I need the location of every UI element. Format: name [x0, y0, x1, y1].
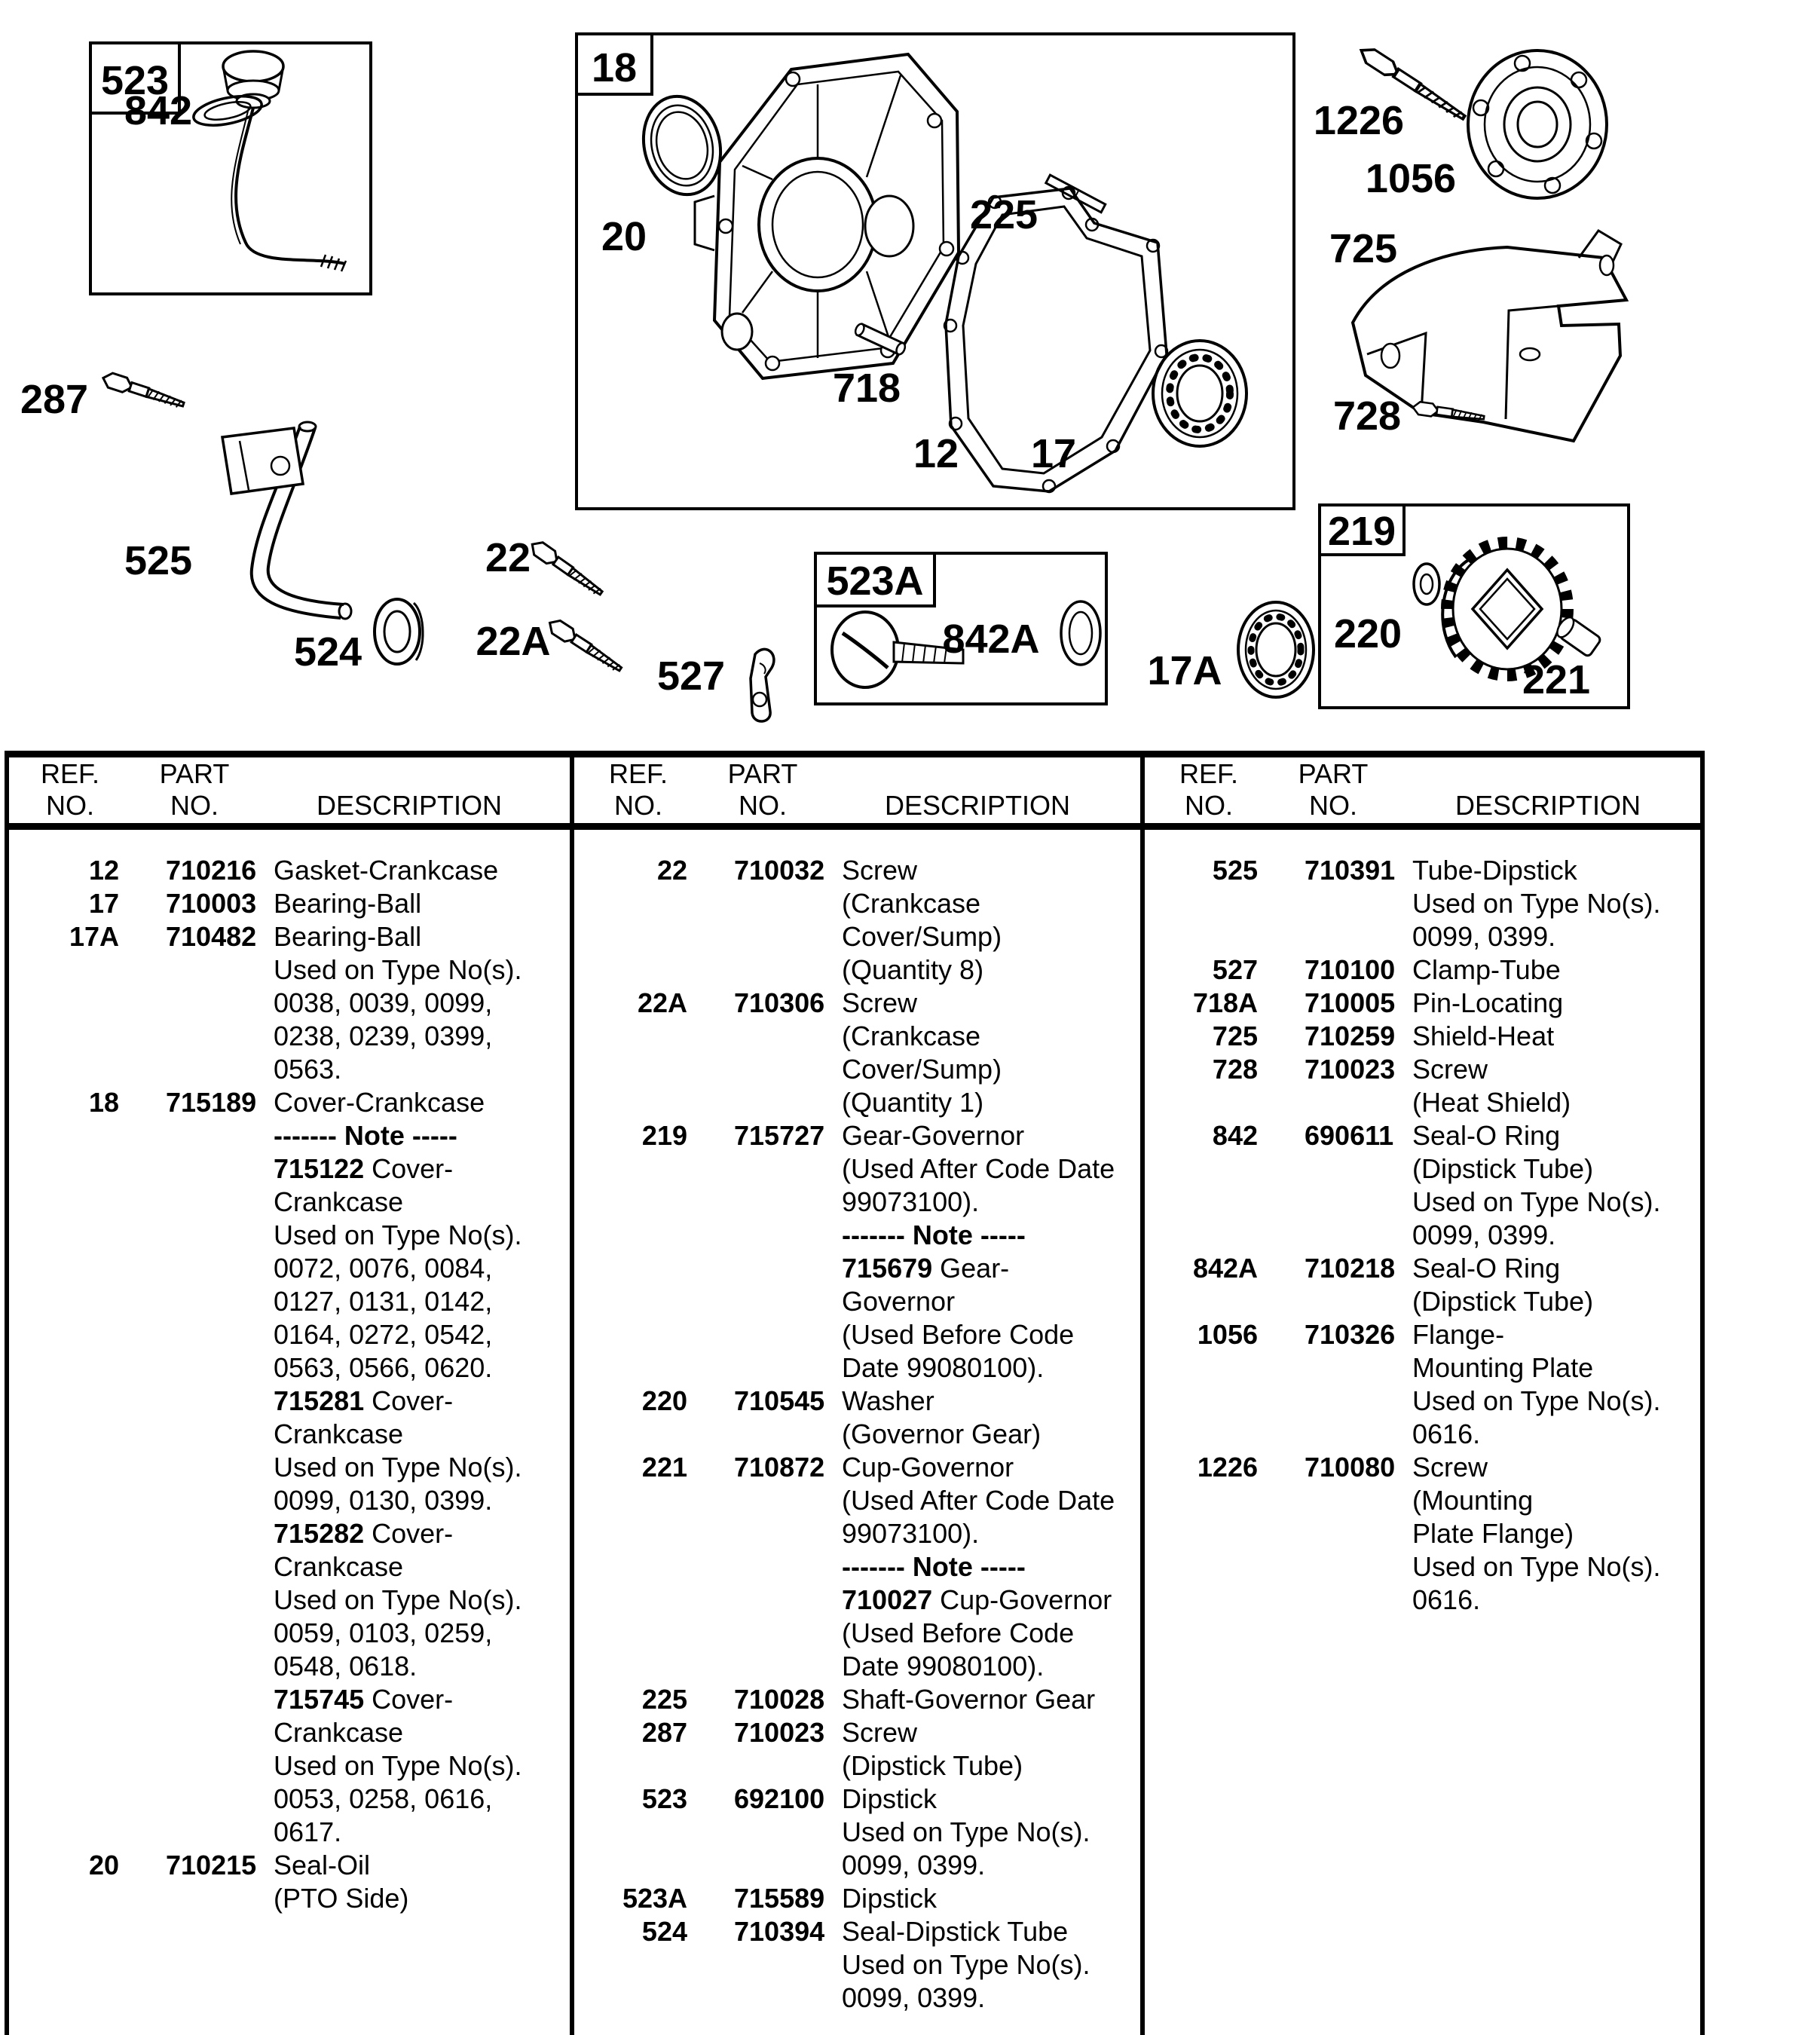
table-row	[1145, 1053, 1702, 1119]
ref-no-cell: 220	[641, 1385, 687, 1416]
description-line: 0563.	[274, 1054, 342, 1085]
description-line: (Quantity 8)	[842, 954, 984, 985]
description-line: Date 99080100).	[842, 1352, 1045, 1383]
description-line: Shaft-Governor Gear	[842, 1684, 1096, 1715]
part-no-cell: 710003	[166, 888, 257, 919]
description-line: 99073100).	[842, 1186, 980, 1217]
ref-no-cell: 225	[641, 1684, 687, 1715]
description-line: 0164, 0272, 0542,	[274, 1319, 493, 1350]
parts-table-column-1	[6, 854, 570, 1915]
description-line: Screw	[842, 1717, 918, 1748]
table-row	[574, 1716, 1142, 1783]
part-no-cell: 710028	[734, 1684, 825, 1715]
description-line: Crankcase	[274, 1717, 404, 1748]
diagram-label-718: 718	[832, 366, 901, 411]
ref-no-cell: 219	[641, 1120, 687, 1151]
description-line: Screw	[1412, 1054, 1488, 1085]
description-line: 0053, 0258, 0616,	[274, 1783, 493, 1814]
description-line: Used on Type No(s).	[1412, 888, 1661, 919]
description-line: (Heat Shield)	[1412, 1087, 1571, 1118]
diagram-label-525: 525	[124, 538, 193, 583]
ref-no-cell: 728	[1212, 1054, 1258, 1085]
description-line: 710027 Cup-Governor	[842, 1584, 1112, 1615]
dipstick-cap-icon	[223, 51, 283, 108]
description-line: Dipstick	[842, 1783, 938, 1814]
ref-no-cell: 523	[641, 1783, 687, 1814]
ref-no-cell: 17A	[69, 921, 119, 952]
description-line: (Dipstick Tube)	[1412, 1286, 1594, 1317]
ref-no-cell: 12	[88, 855, 119, 886]
description-line: Screw	[1412, 1452, 1488, 1483]
description-line: Crankcase	[274, 1186, 404, 1217]
diagram-label-221: 221	[1522, 657, 1591, 702]
part-no-cell: 715589	[734, 1883, 825, 1914]
table-row	[574, 1385, 1142, 1451]
description-line: Shield-Heat	[1412, 1021, 1555, 1051]
part-header: PART	[727, 758, 798, 789]
diagram-label-17: 17	[1030, 431, 1077, 476]
description-line: Plate Flange)	[1412, 1518, 1574, 1549]
diagram-label-524: 524	[293, 629, 362, 675]
part-no-cell: 710100	[1305, 954, 1396, 985]
table-row	[574, 1119, 1142, 1385]
diagram-label-728: 728	[1332, 393, 1402, 439]
table-row	[1145, 1020, 1702, 1053]
description-header: DESCRIPTION	[884, 790, 1071, 821]
description-line: (Used After Code Date	[842, 1485, 1115, 1516]
part-no-cell: 710306	[734, 987, 825, 1018]
ref-no-cell: 1226	[1197, 1452, 1258, 1483]
table-row	[574, 854, 1142, 987]
ref-no-cell: 718A	[1192, 987, 1258, 1018]
description-line: 0072, 0076, 0084,	[274, 1253, 493, 1284]
description-cell	[1412, 1451, 1702, 1617]
part-no-cell: 710482	[166, 921, 257, 952]
description-line: Used on Type No(s).	[1412, 1385, 1661, 1416]
table-row	[1145, 953, 1702, 987]
description-line: 0548, 0618.	[274, 1651, 418, 1682]
ref-no-cell: 22A	[637, 987, 687, 1018]
description-line: (Used After Code Date	[842, 1153, 1115, 1184]
description-line: 99073100).	[842, 1518, 980, 1549]
part-no-cell: 710032	[734, 855, 825, 886]
diagram-label-20: 20	[601, 214, 647, 259]
description-line: 715122 Cover-	[274, 1153, 454, 1184]
part-no-cell: 710259	[1305, 1021, 1396, 1051]
ref-no-cell: 842	[1212, 1120, 1258, 1151]
table-row	[6, 887, 570, 920]
part-no-cell: 710216	[166, 855, 257, 886]
description-line: (Used Before Code	[842, 1617, 1075, 1648]
ref-no-cell: 17	[88, 888, 119, 919]
diagram-label-523A: 523A	[826, 558, 924, 604]
description-cell	[1412, 1318, 1702, 1451]
description-line: Mounting Plate	[1412, 1352, 1594, 1383]
description-cell	[1412, 1020, 1702, 1053]
screw-22A-icon	[546, 617, 625, 675]
description-line: 0127, 0131, 0142,	[274, 1286, 493, 1317]
part-no-cell: 692100	[734, 1783, 825, 1814]
description-line: Cup-Governor	[842, 1452, 1014, 1483]
description-line: 0038, 0039, 0099,	[274, 987, 493, 1018]
description-line: Cover/Sump)	[842, 921, 1002, 952]
description-line: Seal-O Ring	[1412, 1253, 1561, 1284]
exploded-parts-diagram	[0, 0, 1820, 754]
ref-header: REF.	[608, 758, 668, 789]
diagram-label-220: 220	[1333, 611, 1402, 656]
ref-header: NO.	[1184, 790, 1233, 821]
description-cell	[842, 1915, 1142, 2015]
table-row	[6, 854, 570, 887]
description-line: 0617.	[274, 1816, 342, 1847]
description-line: Dipstick	[842, 1883, 938, 1914]
ref-no-cell: 525	[1212, 855, 1258, 886]
part-no-cell: 710023	[1305, 1054, 1396, 1085]
oil-seal-20-icon	[634, 88, 731, 203]
parts-table-column-3	[1145, 854, 1702, 1617]
description-cell	[842, 1385, 1142, 1451]
description-cell	[842, 1683, 1142, 1716]
ref-no-cell: 18	[88, 1087, 119, 1118]
diagram-label-18: 18	[591, 45, 638, 90]
description-line: 0099, 0399.	[1412, 921, 1556, 952]
governor-washer-icon	[1414, 564, 1439, 604]
description-cell	[1412, 987, 1702, 1020]
description-line: (Crankcase	[842, 888, 981, 919]
ref-no-cell: 527	[1212, 954, 1258, 985]
description-line: 0616.	[1412, 1584, 1481, 1615]
description-header: DESCRIPTION	[1454, 790, 1641, 821]
description-line: Screw	[842, 987, 918, 1018]
description-line: Cover/Sump)	[842, 1054, 1002, 1085]
description-line: Crankcase	[274, 1418, 404, 1449]
description-cell	[842, 1451, 1142, 1683]
mounting-plate-flange-icon	[1468, 50, 1607, 198]
crankcase-cover-icon	[695, 54, 959, 378]
ball-bearing-17A-icon	[1238, 602, 1314, 697]
description-line: Bearing-Ball	[274, 888, 422, 919]
diagram-label-527: 527	[656, 653, 726, 699]
description-cell	[842, 1716, 1142, 1783]
description-line: (Dipstick Tube)	[842, 1750, 1023, 1781]
ref-header: NO.	[45, 790, 94, 821]
description-line: 715281 Cover-	[274, 1385, 454, 1416]
description-line: Used on Type No(s).	[1412, 1551, 1661, 1582]
ref-no-cell: 1056	[1197, 1319, 1258, 1350]
table-row	[1145, 987, 1702, 1020]
diagram-label-842: 842	[124, 88, 193, 133]
part-header: NO.	[170, 790, 219, 821]
part-no-cell: 710215	[166, 1850, 257, 1880]
description-line: 715282 Cover-	[274, 1518, 454, 1549]
ref-no-cell: 20	[88, 1850, 119, 1880]
ref-header: REF.	[40, 758, 99, 789]
governor-gear-icon	[1442, 543, 1568, 675]
screw-22-icon	[528, 538, 606, 599]
description-line: Date 99080100).	[842, 1651, 1045, 1682]
parts-table-column-2	[574, 854, 1142, 2015]
table-row	[574, 1683, 1142, 1716]
description-line: Used on Type No(s).	[842, 1816, 1090, 1847]
ref-no-cell: 725	[1212, 1021, 1258, 1051]
table-row	[1145, 854, 1702, 953]
description-line: 0099, 0399.	[842, 1850, 986, 1880]
description-line: Used on Type No(s).	[274, 1750, 522, 1781]
description-line: 0616.	[1412, 1418, 1481, 1449]
description-line: 0563, 0566, 0620.	[274, 1352, 493, 1383]
ref-no-cell: 842A	[1192, 1253, 1258, 1284]
description-cell	[1412, 1252, 1702, 1318]
diagram-label-22A: 22A	[476, 619, 551, 664]
description-line: Flange-	[1412, 1319, 1505, 1350]
part-header: PART	[159, 758, 230, 789]
table-row	[6, 1086, 570, 1849]
description-cell	[842, 1119, 1142, 1385]
description-line: (Mounting	[1412, 1485, 1534, 1516]
diagram-label-17A: 17A	[1147, 648, 1222, 693]
diagram-label-1226: 1226	[1313, 98, 1405, 143]
description-cell	[274, 854, 570, 887]
description-line: (Quantity 1)	[842, 1087, 984, 1118]
description-cell	[842, 854, 1142, 987]
dipstick-blade-icon	[231, 108, 346, 271]
description-line: Gear-Governor	[842, 1120, 1025, 1151]
part-header: NO.	[738, 790, 787, 821]
table-row	[6, 1849, 570, 1915]
description-line: 0059, 0103, 0259,	[274, 1617, 493, 1648]
table-header-rule	[5, 823, 1705, 830]
description-line: Used on Type No(s).	[274, 1452, 522, 1483]
description-line: (PTO Side)	[274, 1883, 409, 1914]
description-line: Cover-Crankcase	[274, 1087, 485, 1118]
ref-header: NO.	[613, 790, 662, 821]
part-no-cell: 715727	[734, 1120, 825, 1151]
description-cell	[274, 1849, 570, 1915]
description-cell	[1412, 854, 1702, 953]
diagram-label-219: 219	[1327, 509, 1396, 554]
description-line: Used on Type No(s).	[842, 1949, 1090, 1980]
diagram-label-523: 523	[100, 58, 170, 103]
table-row	[574, 1783, 1142, 1882]
o-ring-842A-icon	[1061, 601, 1100, 665]
description-line: Seal-O Ring	[1412, 1120, 1561, 1151]
description-line: (Crankcase	[842, 1021, 981, 1051]
table-row	[1145, 1318, 1702, 1451]
description-line: ------- Note -----	[274, 1120, 457, 1151]
description-line: 0099, 0399.	[842, 1982, 986, 2013]
description-line: 715679 Gear-	[842, 1253, 1010, 1284]
description-cell	[274, 1086, 570, 1849]
ref-no-cell: 221	[641, 1452, 687, 1483]
description-line: Gasket-Crankcase	[274, 855, 499, 886]
description-cell	[1412, 1053, 1702, 1119]
table-row	[1145, 1451, 1702, 1617]
description-line: Used on Type No(s).	[274, 1584, 522, 1615]
table-row	[574, 987, 1142, 1119]
description-cell	[842, 1783, 1142, 1882]
part-header: PART	[1298, 758, 1369, 789]
ref-no-cell: 523A	[622, 1883, 687, 1914]
part-no-cell: 710023	[734, 1717, 825, 1748]
dipstick-tube-icon	[222, 422, 351, 619]
diagram-label-1056: 1056	[1365, 156, 1457, 201]
description-cell	[1412, 1119, 1702, 1252]
part-no-cell: 710872	[734, 1452, 825, 1483]
description-line: (Dipstick Tube)	[1412, 1153, 1594, 1184]
part-no-cell: 710391	[1305, 855, 1396, 886]
description-line: Bearing-Ball	[274, 921, 422, 952]
part-no-cell: 710545	[734, 1385, 825, 1416]
description-cell	[842, 987, 1142, 1119]
description-line: 0099, 0399.	[1412, 1219, 1556, 1250]
table-row	[6, 920, 570, 1086]
table-row	[574, 1451, 1142, 1683]
part-header: NO.	[1308, 790, 1357, 821]
description-line: Clamp-Tube	[1412, 954, 1561, 985]
part-no-cell: 710005	[1305, 987, 1396, 1018]
description-cell	[274, 920, 570, 1086]
description-line: Crankcase	[274, 1551, 404, 1582]
description-line: 0238, 0239, 0399,	[274, 1021, 493, 1051]
diagram-label-225: 225	[969, 192, 1038, 237]
description-line: (Used Before Code	[842, 1319, 1075, 1350]
seal-524-icon	[375, 599, 423, 664]
part-no-cell: 690611	[1305, 1120, 1394, 1151]
description-line: Governor	[842, 1286, 956, 1317]
description-cell	[842, 1882, 1142, 1915]
diagram-label-22: 22	[485, 535, 531, 580]
ref-no-cell: 287	[641, 1717, 687, 1748]
description-line: Pin-Locating	[1412, 987, 1564, 1018]
part-no-cell: 715189	[166, 1087, 257, 1118]
diagram-label-287: 287	[20, 377, 89, 422]
description-header: DESCRIPTION	[316, 790, 503, 821]
description-line: Used on Type No(s).	[274, 954, 522, 985]
diagram-label-12: 12	[913, 431, 959, 476]
ref-no-cell: 22	[656, 855, 687, 886]
ball-bearing-17-icon	[1153, 341, 1246, 446]
description-line: Tube-Dipstick	[1412, 855, 1577, 886]
tube-clamp-icon	[751, 649, 774, 721]
description-line: ------- Note -----	[842, 1219, 1026, 1250]
description-line: Screw	[842, 855, 918, 886]
table-row	[574, 1915, 1142, 2015]
description-cell	[274, 887, 570, 920]
part-no-cell: 710218	[1305, 1253, 1396, 1284]
table-row	[1145, 1252, 1702, 1318]
description-line: Used on Type No(s).	[274, 1219, 522, 1250]
description-line: Seal-Oil	[274, 1850, 371, 1880]
part-no-cell: 710080	[1305, 1452, 1396, 1483]
table-row	[1145, 1119, 1702, 1252]
ref-no-cell: 524	[641, 1916, 687, 1947]
table-row	[574, 1882, 1142, 1915]
description-line: 0099, 0130, 0399.	[274, 1485, 493, 1516]
description-line: Washer	[842, 1385, 934, 1416]
diagram-label-725: 725	[1329, 226, 1398, 271]
part-no-cell: 710326	[1305, 1319, 1396, 1350]
description-line: (Governor Gear)	[842, 1418, 1042, 1449]
ref-header: REF.	[1179, 758, 1238, 789]
description-line: 715745 Cover-	[274, 1684, 454, 1715]
description-line: ------- Note -----	[842, 1551, 1026, 1582]
diagram-label-842A: 842A	[942, 617, 1040, 662]
description-cell	[1412, 953, 1702, 987]
description-line: Seal-Dipstick Tube	[842, 1916, 1069, 1947]
screw-287-icon	[101, 371, 186, 412]
part-no-cell: 710394	[734, 1916, 825, 1947]
description-line: Used on Type No(s).	[1412, 1186, 1661, 1217]
table-top-rule	[5, 751, 1705, 757]
